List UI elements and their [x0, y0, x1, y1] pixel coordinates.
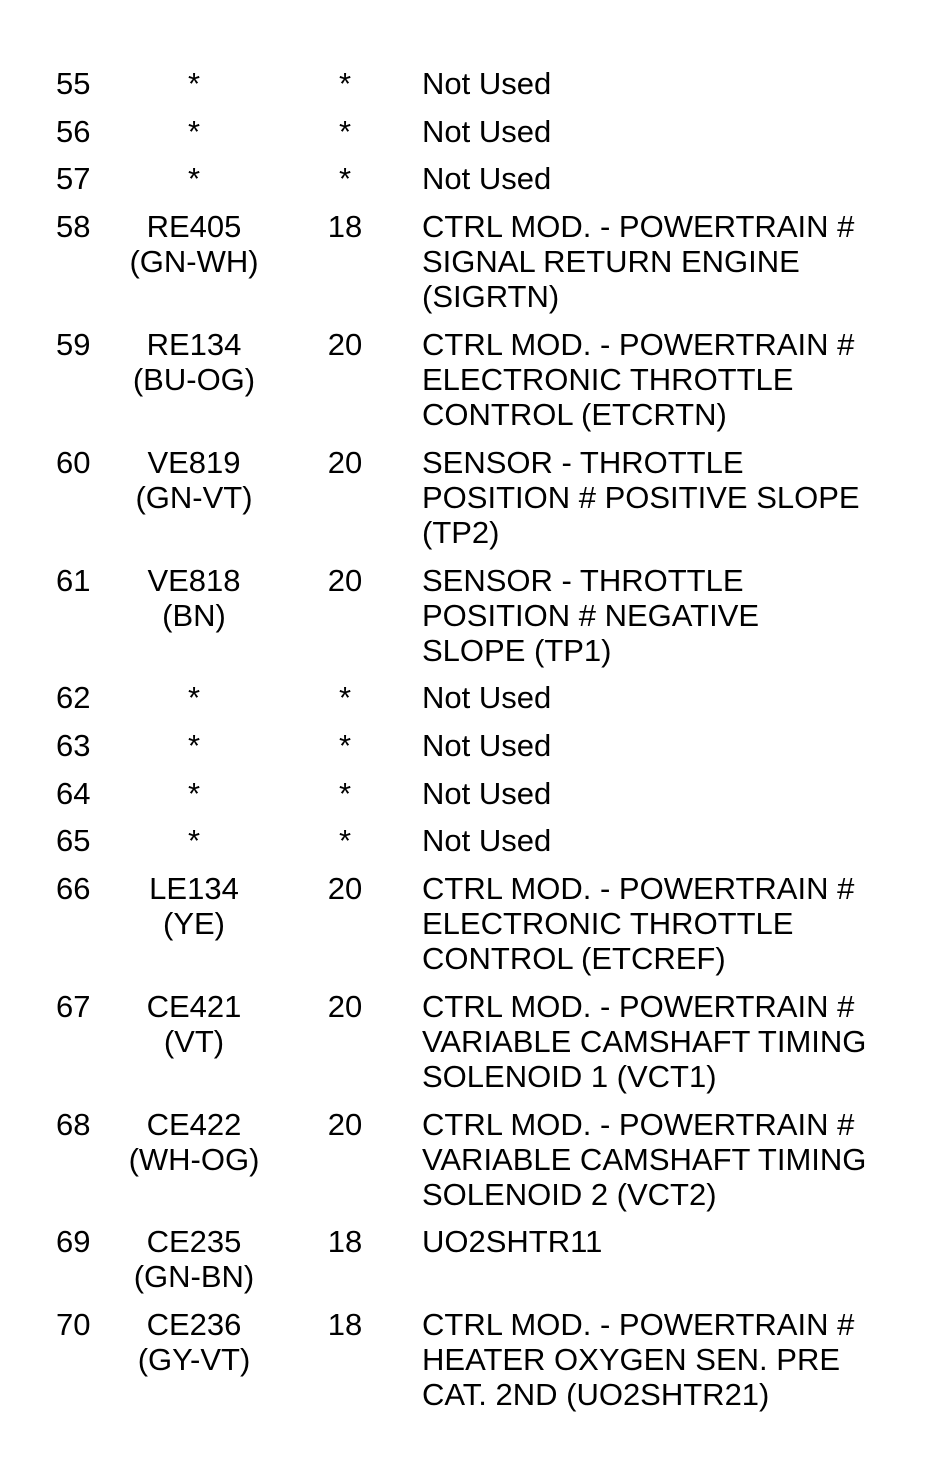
circuit-function: CTRL MOD. - POWERTRAIN # SIGNAL RETURN ENGINE (SIGRTN): [422, 209, 855, 314]
wire-gauge: *: [338, 680, 352, 715]
pin-number: 64: [56, 776, 91, 811]
wire-gauge: *: [338, 728, 352, 763]
circuit-function: UO2SHTR11: [422, 1224, 603, 1259]
pin-number: 55: [56, 66, 91, 101]
table-row: [0, 66, 936, 114]
pin-number: 62: [56, 680, 91, 715]
circuit-code: LE134 (YE): [149, 871, 239, 941]
wire-gauge: 20: [327, 871, 363, 906]
circuit-function: SENSOR - THROTTLE POSITION # NEGATIVE SLOPE (TP1): [422, 563, 760, 668]
circuit-code: RE405 (GN-WH): [129, 209, 259, 279]
circuit-function: Not Used: [422, 728, 552, 763]
wire-gauge: 20: [327, 445, 363, 480]
wire-gauge: *: [338, 776, 352, 811]
pin-number: 59: [56, 327, 91, 362]
circuit-code: CE422 (WH-OG): [128, 1107, 260, 1177]
table-row: [0, 776, 936, 823]
pin-number: 60: [56, 445, 91, 480]
circuit-code: *: [187, 680, 201, 715]
wire-gauge: 18: [327, 1224, 363, 1259]
pin-number: 61: [56, 563, 91, 598]
circuit-code: VE819 (GN-VT): [135, 445, 253, 515]
table-row: [0, 680, 936, 728]
circuit-code: VE818 (BN): [147, 563, 241, 633]
pin-number: 63: [56, 728, 91, 763]
pin-number: 67: [56, 989, 91, 1024]
wire-gauge: 20: [327, 1107, 363, 1142]
circuit-function: Not Used: [422, 823, 552, 858]
circuit-code: CE235 (GN-BN): [133, 1224, 255, 1294]
circuit-code: *: [187, 161, 201, 196]
wire-gauge: *: [338, 823, 352, 858]
circuit-code: CE421 (VT): [146, 989, 242, 1059]
table-row: [0, 871, 936, 989]
circuit-code: CE236 (GY-VT): [137, 1307, 251, 1377]
circuit-code: *: [187, 823, 201, 858]
wire-gauge: 18: [327, 209, 363, 244]
circuit-function: SENSOR - THROTTLE POSITION # POSITIVE SLOPE (TP2): [422, 445, 860, 550]
table-row: [0, 728, 936, 776]
table-row: [0, 445, 936, 563]
connector-pin-table: [0, 66, 936, 1417]
pin-number: 56: [56, 114, 91, 149]
table-row: [0, 823, 936, 871]
table-row: [0, 1307, 936, 1417]
wire-gauge: *: [338, 66, 352, 101]
table-row: [0, 209, 936, 327]
circuit-function: CTRL MOD. - POWERTRAIN # HEATER OXYGEN SEN. PRE CAT. 2ND (UO2SHTR21): [422, 1307, 855, 1412]
circuit-code: *: [187, 728, 201, 763]
table-row: [0, 1107, 936, 1224]
table-row: [0, 327, 936, 445]
circuit-function: CTRL MOD. - POWERTRAIN # ELECTRONIC THROTTLE CONTROL (ETCRTN): [422, 327, 855, 432]
circuit-code: *: [187, 66, 201, 101]
pin-number: 58: [56, 209, 91, 244]
wire-gauge: *: [338, 161, 352, 196]
pin-number: 69: [56, 1224, 91, 1259]
circuit-function: Not Used: [422, 680, 552, 715]
table-row: [0, 161, 936, 209]
circuit-function: CTRL MOD. - POWERTRAIN # VARIABLE CAMSHAFT TIMING SOLENOID 1 (VCT1): [422, 989, 867, 1094]
circuit-function: Not Used: [422, 114, 552, 149]
circuit-function: CTRL MOD. - POWERTRAIN # ELECTRONIC THROTTLE CONTROL (ETCREF): [422, 871, 855, 976]
circuit-function: Not Used: [422, 66, 552, 101]
wire-gauge: 20: [327, 327, 363, 362]
pin-number: 65: [56, 823, 91, 858]
table-row: [0, 563, 936, 680]
pin-number: 70: [56, 1307, 91, 1342]
circuit-function: Not Used: [422, 776, 552, 811]
table-row: [0, 1224, 936, 1307]
circuit-code: RE134 (BU-OG): [132, 327, 256, 397]
circuit-code: *: [187, 776, 201, 811]
wire-gauge: *: [338, 114, 352, 149]
wire-gauge: 20: [327, 989, 363, 1024]
pin-number: 66: [56, 871, 91, 906]
circuit-function: CTRL MOD. - POWERTRAIN # VARIABLE CAMSHAFT TIMING SOLENOID 2 (VCT2): [422, 1107, 867, 1212]
wire-gauge: 18: [327, 1307, 363, 1342]
pin-number: 57: [56, 161, 91, 196]
wire-gauge: 20: [327, 563, 363, 598]
pin-number: 68: [56, 1107, 91, 1142]
table-row: [0, 989, 936, 1107]
table-row: [0, 114, 936, 161]
circuit-function: Not Used: [422, 161, 552, 196]
circuit-code: *: [187, 114, 201, 149]
